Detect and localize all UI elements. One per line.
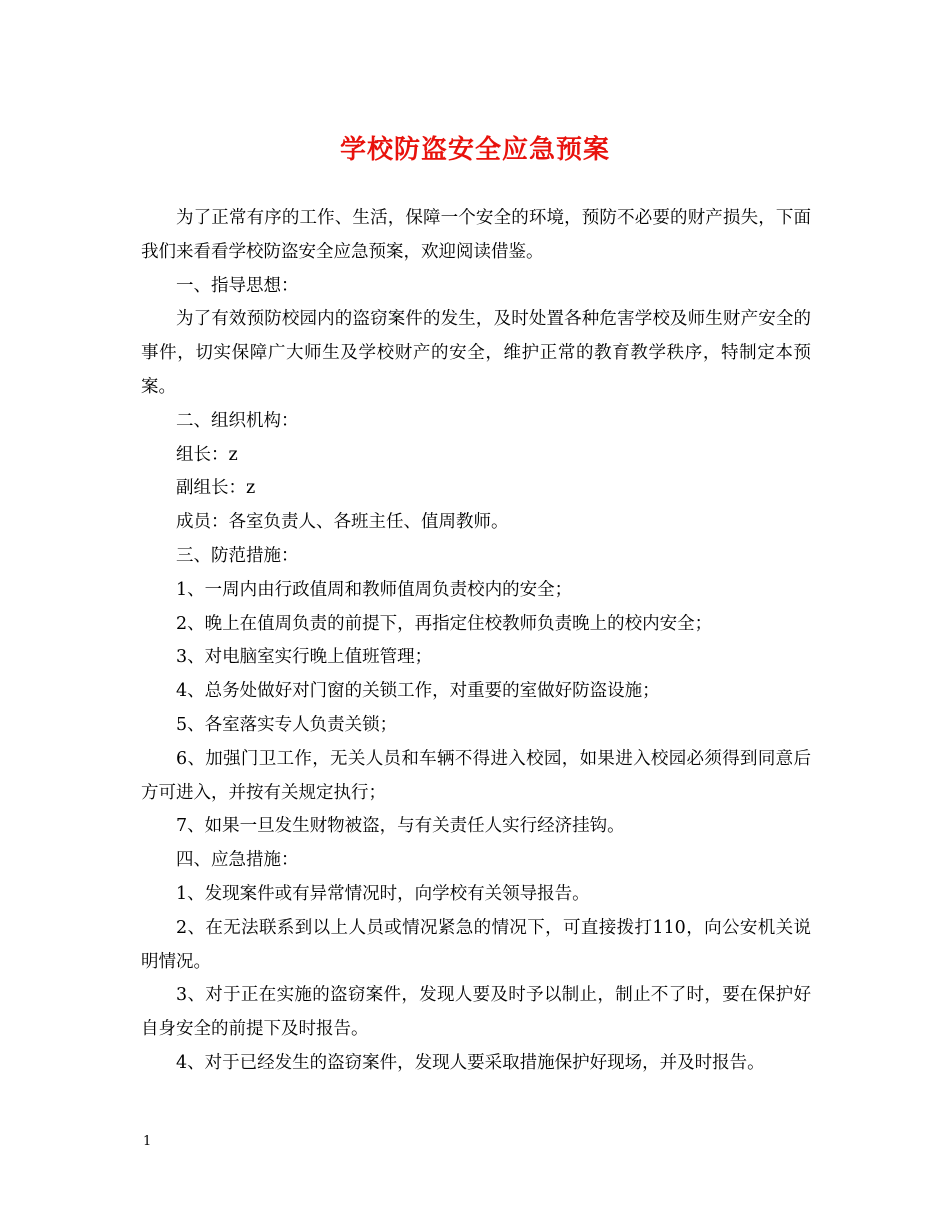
list-item-emergency-4: 4、对于已经发生的盗窃案件，发现人要采取措施保护好现场，并及时报告。 <box>176 1052 765 1073</box>
document-title: 学校防盗安全应急预案 <box>339 135 610 165</box>
paragraph-members: 成员：各室负责人、各班主任、值周教师。 <box>176 512 509 533</box>
section-heading-organization: 二、组织机构： <box>176 410 299 431</box>
section-heading-prevention: 三、防范措施： <box>176 545 299 566</box>
list-item-emergency-3: 3、对于正在实施的盗窃案件，发现人要及时予以制止，制止不了时，要在保护好自身安全的前提下及时报告。 <box>141 985 811 1040</box>
section-heading-emergency: 四、应急措施： <box>176 850 299 871</box>
list-item-prevention-7: 7、如果一旦发生财物被盗，与有关责任人实行经济挂钩。 <box>176 816 625 837</box>
list-item-prevention-3: 3、对电脑室实行晚上值班管理； <box>176 647 433 668</box>
paragraph-intro: 为了正常有序的工作、生活，保障一个安全的环境，预防不必要的财产损失，下面我们来看看学校防盗安全应急预案，欢迎阅读借鉴。 <box>141 208 811 262</box>
list-item-prevention-1: 1、一周内由行政值周和教师值周负责校内的安全； <box>176 579 573 600</box>
paragraph-deputy-leader: 副组长：z <box>176 478 256 499</box>
list-item-prevention-4: 4、总务处做好对门窗的关锁工作，对重要的室做好防盗设施； <box>176 681 660 702</box>
paragraph-guiding-thought: 为了有效预防校园内的盗窃案件的发生，及时处置各种危害学校及师生财产安全的事件，切实保障广大师生及学校财产的安全，维护正常的教育教学秩序，特制定本预案。 <box>141 309 811 397</box>
list-item-prevention-5: 5、各室落实专人负责关锁； <box>176 714 398 735</box>
paragraph-leader: 组长：z <box>176 444 238 465</box>
list-item-prevention-2: 2、晚上在值周负责的前提下，再指定住校教师负责晚上的校内安全； <box>176 613 713 634</box>
section-heading-guiding-thought: 一、指导思想： <box>176 275 299 296</box>
document-body <box>141 202 811 1081</box>
list-item-emergency-1: 1、发现案件或有异常情况时，向学校有关领导报告。 <box>176 883 590 904</box>
page-number: 1 <box>143 1134 152 1149</box>
list-item-prevention-6: 6、加强门卫工作，无关人员和车辆不得进入校园，如果进入校园必须得到同意后方可进入，并按有关规定执行； <box>141 748 811 803</box>
list-item-emergency-2: 2、在无法联系到以上人员或情况紧急的情况下，可直接拨打110，向公安机关说明情况。 <box>141 917 811 972</box>
